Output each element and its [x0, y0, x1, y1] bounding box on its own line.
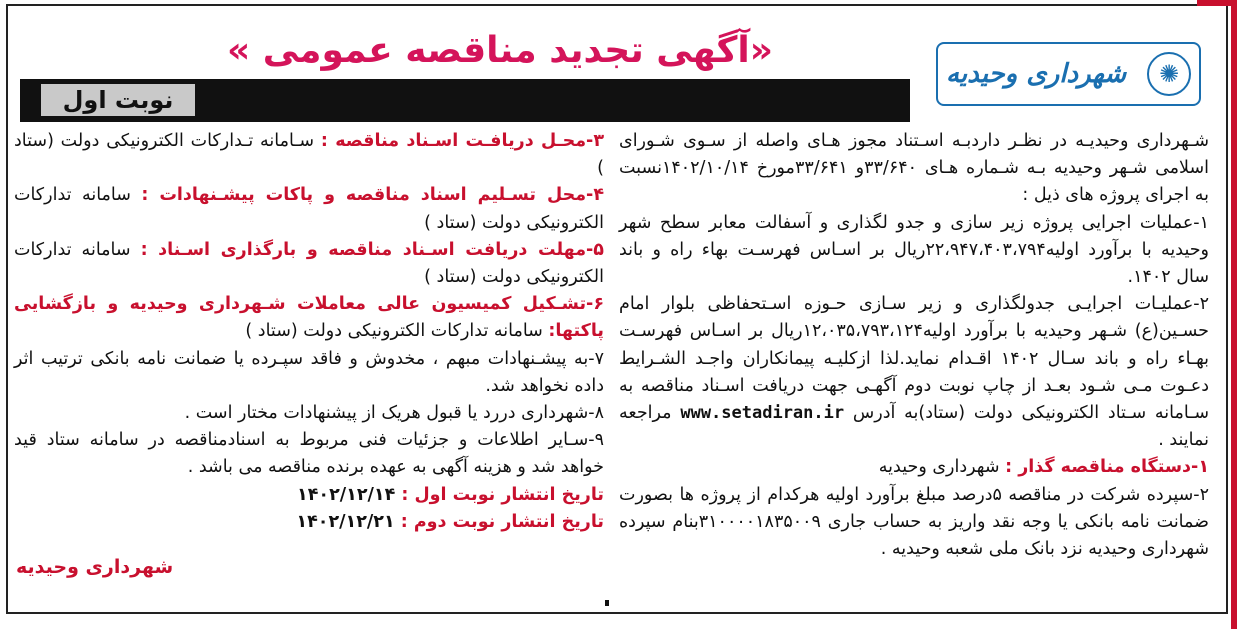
- section-8: ۸-شهرداری دررد یا قبول هریک از پیشنهادات مختار است .: [184, 403, 604, 424]
- section-5-body: سامانه تدارکات الکترونیکی دولت (ستاد ): [14, 239, 604, 288]
- section-6-heading: ۶-تشـکیل کمیسیون عالی معاملات شـهرداری وحیدیه و بازگشایی پاکتها:: [14, 294, 604, 342]
- section-9: ۹-سـایر اطلاعات و جزئیات فنی مربوط به اسنادمناقصه در سامانه ستاد قید خواهد شد و هزینه آگهی به عهده برنده مناقصه می باشد .: [14, 430, 604, 478]
- municipality-emblem-icon: ✺: [1147, 52, 1191, 96]
- project-2-text: ۲-عملیـات اجرایـی جدولگذاری و زیر سـازی حـوزه اسـتحفاظی بلوار امام حسـین(ع) شـهر وحیدیه با برآورد اولیه۱۲،۰۳۵،۷۹۳،۱۲۴ریال بر اسـاس فهرسـت بهـاء راه و باند سـال ۱۴۰۲ اقـدام نماید.لذا ازکلیـه پیمانکاران واجـد الشـرایط دعـوت مـی شـود بعـد از چاپ نوبت دوم آگهـی جهت دریافت اسـناد مناقصه به سـامانه سـتاد الکترونیکی دولت (ستاد)به آدرس: [619, 294, 1210, 424]
- section-6: [14, 291, 604, 345]
- section-7: ۷-به پیشـنهادات مبهم ، مخدوش و فاقد سپـرده یا ضمانت نامه بانکی ترتیب اثر داده نخواهد شد.: [14, 348, 604, 396]
- publish-date-1: [14, 482, 604, 509]
- page-edge-stripe: [1231, 0, 1237, 629]
- notice-title: «آگهی تجدید مناقصه عمومی »: [226, 30, 774, 71]
- section-5-heading: ۵-مهلت دریافت اسـناد مناقصه و بارگذاری اسـناد :: [140, 239, 604, 260]
- site-after: مراجعه نمایند .: [619, 403, 1209, 451]
- project-1: ۱-عملیات اجرایی پروژه زیر سازی و جدو لگذاری و آسفالت معابر سطح شهر وحیدیه با برآورد اولیه۲۲،۹۴۷،۴۰۳،۷۹۴ریال بر اسـاس فهرسـت بهاء راه و باند سال ۱۴۰۲.: [619, 212, 1209, 288]
- section-3: [14, 128, 604, 182]
- section-1-body: شهرداری وحیدیه: [878, 457, 1000, 478]
- logo-text: شهرداری وحیدیه: [946, 59, 1127, 89]
- section-4-heading: ۴-محل تسـلیم اسناد مناقصه و پاکات پیشـنهادات :: [141, 185, 604, 206]
- intro-paragraph: شـهرداری وحیدیـه در نظـر داردبـه اسـتناد مجوز هـای واصله از سـوی شـورای اسلامی شـهر وحیدیه بـه شـماره هـای ۳۳/۶۴۰و ۳۳/۶۴۱مورخ ۱۴۰۲/۱۰/۱۴نسبت به اجرای پروژه های ذیل :: [619, 131, 1209, 206]
- margin-mark: [605, 600, 609, 606]
- turn-label: نوبت اول: [38, 81, 198, 119]
- section-6-body: سامانه تدارکات الکترونیکی دولت (ستاد ): [245, 321, 543, 342]
- section-4-body: سامانه تدارکات الکترونیکی دولت (ستاد ): [14, 185, 604, 233]
- publish-date-1-label: تاریخ انتشار نوبت اول :: [401, 484, 604, 505]
- section-3-heading: ۳-محـل دریافـت اسـناد مناقصه :: [320, 131, 604, 151]
- site-link[interactable]: www.setadiran.ir: [680, 403, 845, 424]
- section-5: [14, 237, 604, 291]
- publish-date-1-value: ۱۴۰۲/۱۲/۱۴: [297, 484, 396, 505]
- section-4: [14, 182, 604, 236]
- page-edge-stripe-top: [1197, 0, 1237, 6]
- section-3-body: سـامانه تـدارکات الکترونیکی دولت (ستاد ): [14, 131, 604, 179]
- publish-date-2: [14, 509, 604, 536]
- signature: شهرداری وحیدیه: [16, 556, 174, 578]
- right-column: [619, 128, 1209, 563]
- section-1-heading: ۱-دستگاه مناقصه گذار :: [1005, 457, 1209, 478]
- municipality-logo: [936, 42, 1201, 106]
- project-2: [619, 291, 1209, 454]
- section-2: ۲-سپرده شرکت در مناقصه ۵درصد مبلغ برآورد اولیه هرکدام از پروژه ها بصورت ضمانت نامه بانکی یا وجه نقد واریز به حساب جاری ۳۱۰۰۰۰۱۸۳۵۰۰۹بنام سپرده شهرداری وحیدیه نزد بانک ملی شعبه وحیدیه .: [619, 484, 1209, 560]
- publish-date-2-value: ۱۴۰۲/۱۲/۲۱: [296, 511, 395, 532]
- publish-date-2-label: تاریخ انتشار نوبت دوم :: [400, 511, 604, 532]
- left-column: [14, 128, 604, 536]
- section-1: [619, 454, 1209, 481]
